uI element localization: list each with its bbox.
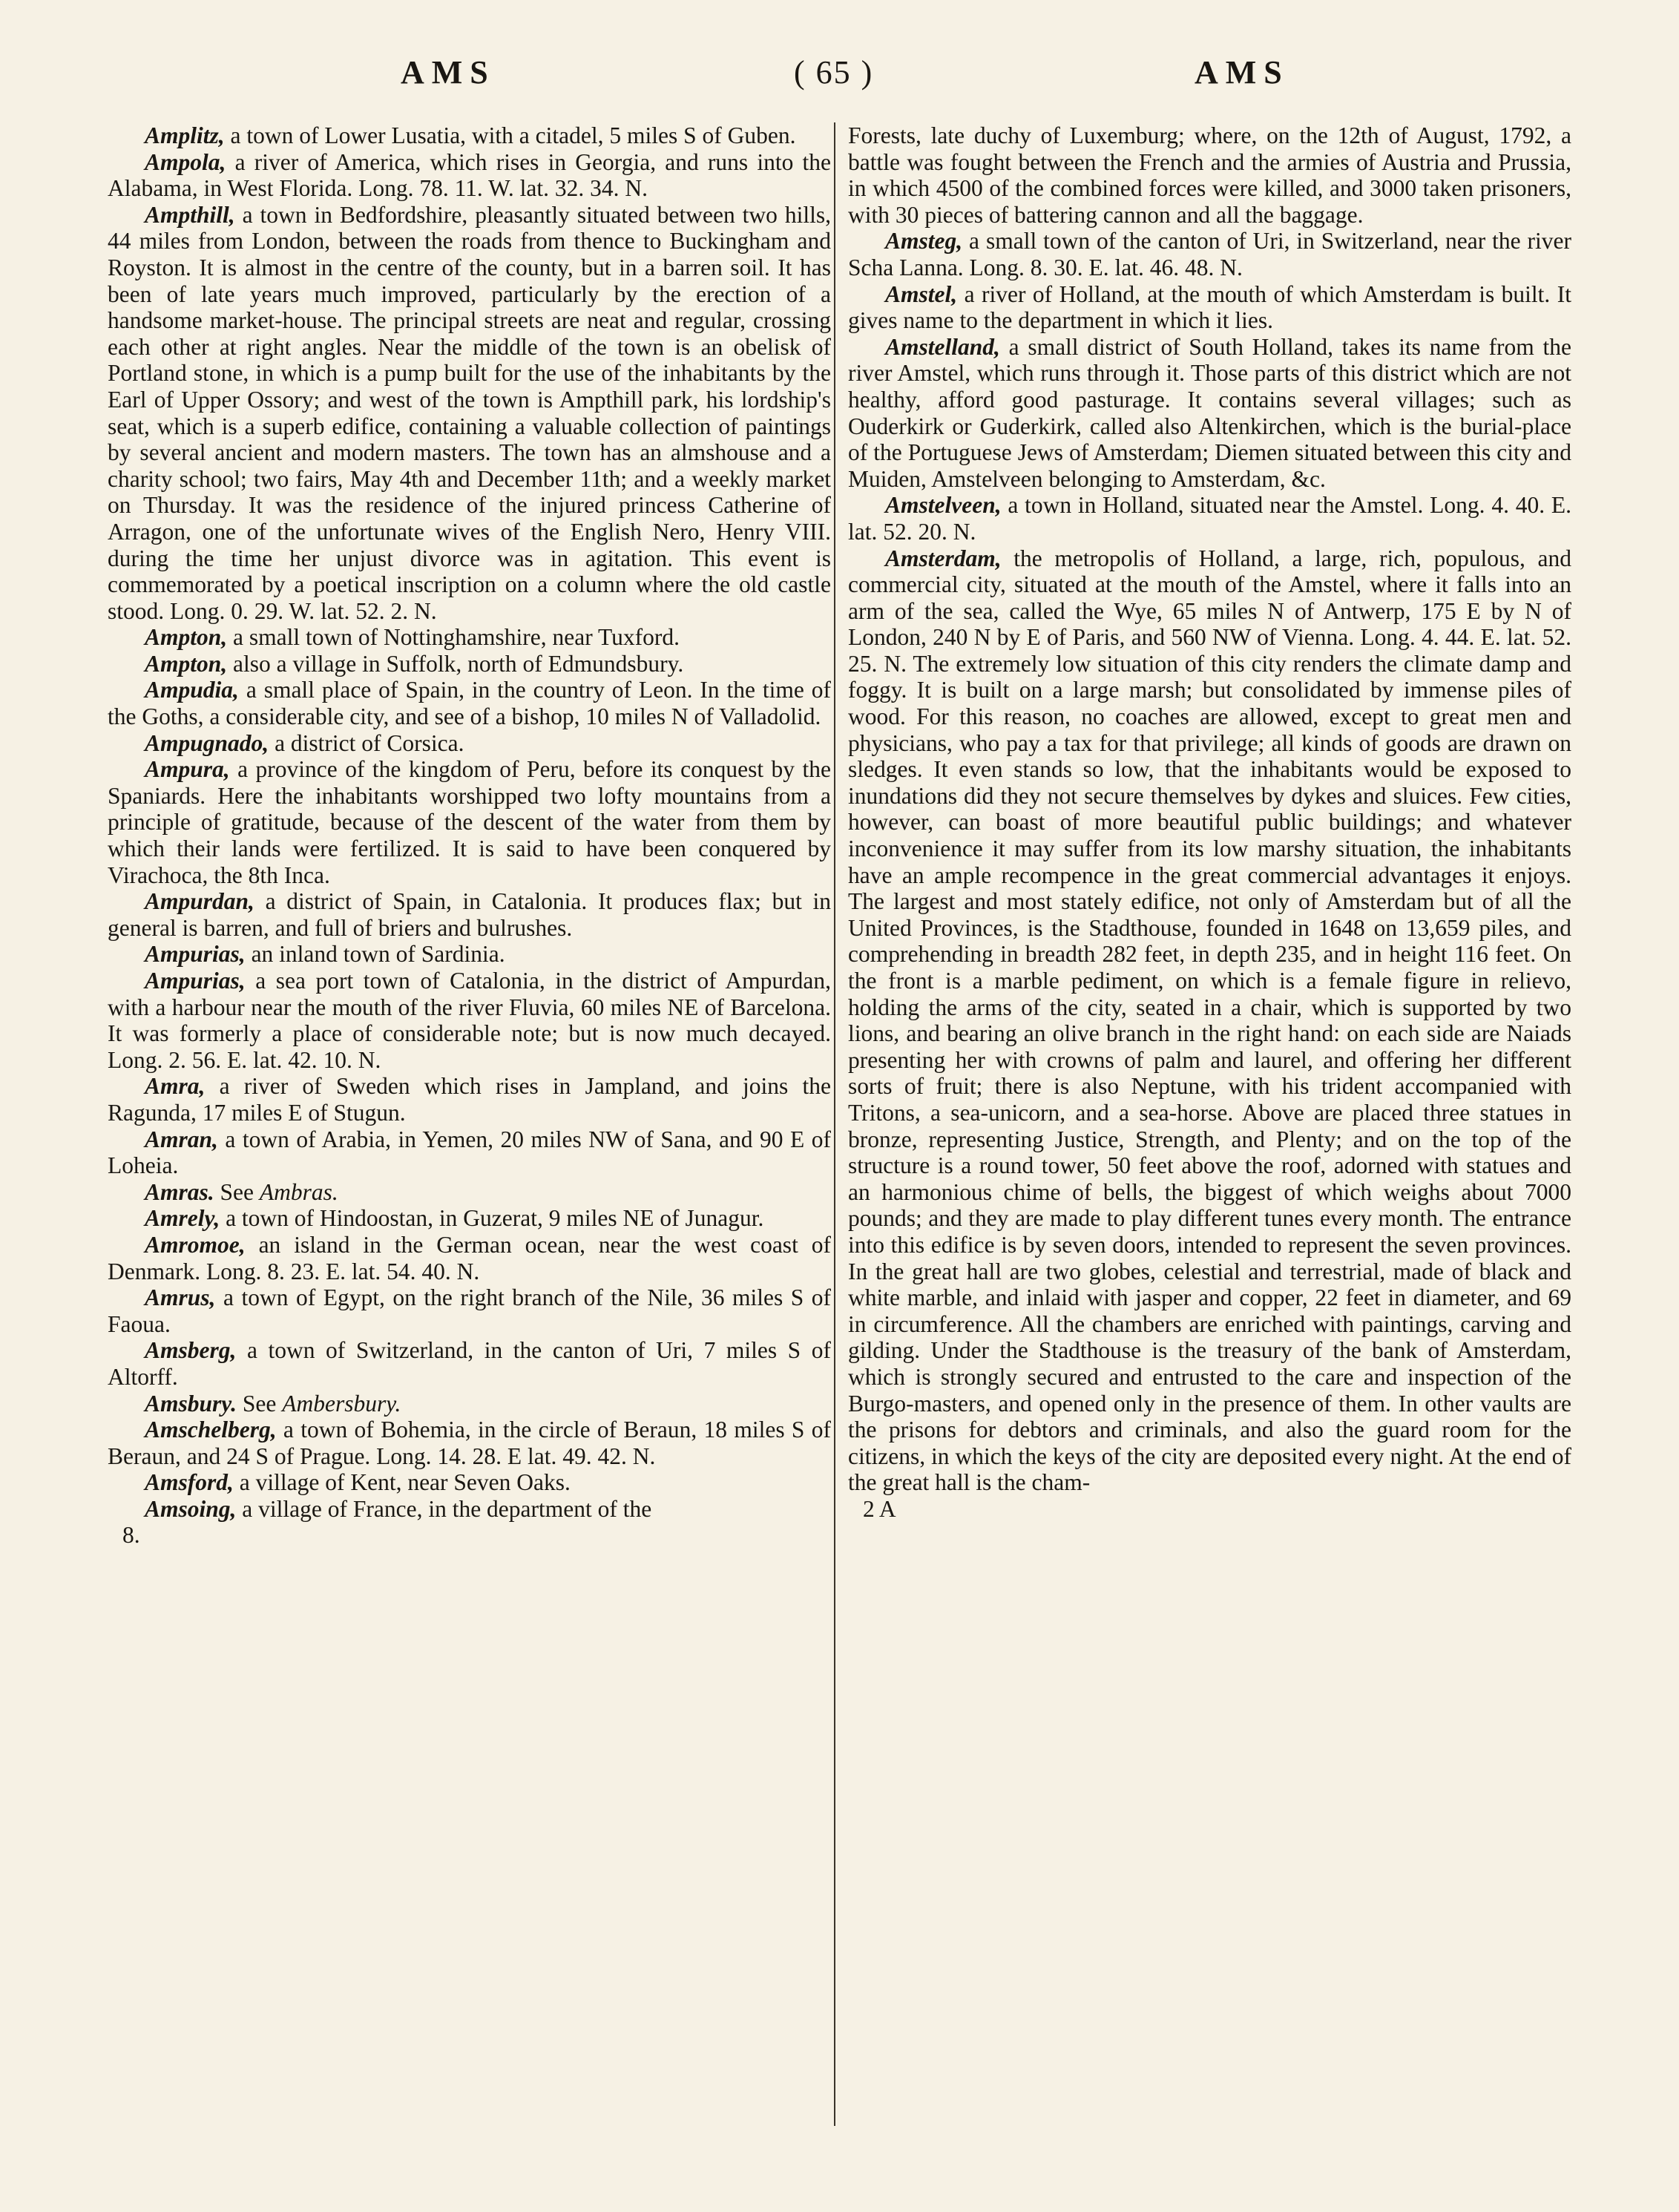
gazetteer-entry [108, 1417, 831, 1469]
left-column [108, 122, 831, 1549]
gazetteer-entry [108, 1232, 831, 1284]
gazetteer-entry [108, 651, 831, 677]
entry-text: a town of Lower Lusatia, with a citadel, 5 miles S of Guben. [224, 122, 796, 148]
gazetteer-entry [108, 1205, 831, 1232]
entry-text: a village of Kent, near Seven Oaks. [233, 1469, 571, 1496]
gazetteer-entry [108, 1337, 831, 1390]
entry-headword: Amsbury. [145, 1390, 237, 1417]
entry-text: the metropolis of Holland, a large, rich, populous, and commercial city, situated at the mouth of the Amstel, where it falls into an arm of the sea, called the Wye, 65 miles N of Antwerp, 175 E by N of London, 240 N by E of Paris, and 560 NW of Vienna. Long. 4. 44. E. lat. 52. 25. N. The extremely low situation of this city renders the climate damp and foggy. It is built on a large marsh; but consolidated by immense piles of wood. For this reason, no coaches are allowed, except to great men and physicians, who pay a tax for that privilege; all kinds of goods are drawn on sledges. It even stands so low, that the inhabitants would be exposed to inundations did they not secure themselves by dykes and sluices. Few cities, however, can boast of more beautiful public buildings; and whatever inconvenience it may suffer from its low marshy situation, the inhabitants have an ample recompence in the great commercial advantages it enjoys. The largest and most stately edifice, not only of Amsterdam but of all the United Provinces, is the Stadthouse, founded in 1648 on 13,659 piles, and comprehending in breadth 282 feet, in depth 235, and in height 116 feet. On the front is a marble pediment, on which is a female figure in relievo, holding the arms of the city, seated in a chair, which is supported by two lions, and bearing an olive branch in the right hand: on each side are Naiads presenting her with crowns of palm and laurel, and offering her different sorts of fruit; there is also Neptune, with his trident accompanied with Tritons, a sea-unicorn, and a sea-horse. Above are placed three statues in bronze, representing Justice, Strength, and Plenty; and on the top of the structure is a round tower, 50 feet above the roof, adorned with statues and an harmonious chime of bells, the biggest of which weighs about 7000 pounds; and they are made to play different tunes every month. The entrance into this edifice is by seven doors, intended to represent the seven provinces. In the great hall are two globes, celestial and terrestrial, made of black and white marble, and inlaid with jasper and copper, 22 feet in diameter, and 69 in circumference. All the chambers are enriched with paintings, carving and gilding. Under the Stadthouse is the treasury of the bank of Amsterdam, which is strongly secured and entrusted to the care and inspection of the Burgo-masters, and opened only in the presence of them. In other vaults are the prisons for debtors and criminals, and also the guard room for the citizens, in which the keys of the city are deposited every night. At the end of the great hall is the cham- [848, 545, 1571, 1496]
entry-headword: Amsberg, [145, 1337, 237, 1364]
entry-headword: Amsteg, [885, 228, 963, 255]
entry-headword: Amplitz, [145, 122, 225, 148]
entry-text: an inland town of Sardinia. [245, 941, 505, 968]
gazetteer-entry [108, 888, 831, 941]
gazetteer-entry [848, 545, 1571, 1496]
entry-text: a sea port town of Catalonia, in the district of Ampurdan, with a harbour near the mouth of the river Fluvia, 60 miles NE of Barcelona. It was formerly a place of considerable note; but is now much decayed. Long. 2. 56. E. lat. 42. 10. N. [108, 968, 831, 1073]
entry-text: a town of Arabia, in Yemen, 20 miles NW of Sana, and 90 E of Loheia. [108, 1126, 831, 1179]
entry-text: a small town of the canton of Uri, in Switzerland, near the river Scha Lanna. Long. 8. 30. E. lat. 46. 48. N. [848, 228, 1571, 280]
entry-text: a river of America, which rises in Georgia, and runs into the Alabama, in West Florida. Long. 78. 11. W. lat. 32. 34. N. [108, 148, 831, 202]
gazetteer-entry [848, 492, 1571, 545]
page-number: ( 65 ) [794, 54, 874, 91]
entry-text: a district of Spain, in Catalonia. It produces flax; but in general is barren, and full of briers and bulrushes. [108, 888, 831, 941]
entry-text: a district of Corsica. [269, 729, 464, 756]
entry-text: a town of Egypt, on the right branch of the Nile, 36 miles S of Faoua. [108, 1284, 831, 1337]
entry-headword: Amsterdam, [885, 545, 1002, 571]
gazetteer-entry [108, 202, 831, 625]
gazetteer-entry [108, 941, 831, 968]
entry-text: also a village in Suffolk, north of Edmundsbury. [227, 650, 684, 677]
gazetteer-entry [848, 281, 1571, 334]
entry-text: a town of Switzerland, in the canton of Uri, 7 miles S of Altorff. [108, 1337, 831, 1390]
entry-headword: Amra, [145, 1073, 206, 1100]
right-column [848, 122, 1571, 1522]
entry-headword: Ampthill, [145, 201, 235, 228]
signature-mark: 2 A [863, 1495, 896, 1522]
entry-text: a province of the kingdom of Peru, before its conquest by the Spaniards. Here the inhabitants worshipped two lofty mountains from a principle of gratitude, because of the descent of the water from them by which their lands were fertilized. It is said to have been conquered by Virachoca, the 8th Inca. [108, 756, 831, 888]
gazetteer-entry [848, 334, 1571, 493]
gazetteer-entry [848, 122, 1571, 228]
gazetteer-entry [108, 968, 831, 1073]
gazetteer-entry [108, 122, 831, 149]
gazetteer-entry [108, 1073, 831, 1126]
entry-headword: Amrely, [145, 1205, 220, 1232]
signature-mark: 8. [122, 1522, 140, 1549]
cross-reference: Ambersbury. [282, 1390, 401, 1417]
gazetteer-entry [108, 1126, 831, 1179]
entry-text: See [214, 1178, 260, 1205]
gazetteer-entry [848, 228, 1571, 280]
entry-headword: Amras. [145, 1178, 214, 1205]
entry-text: a small town of Nottinghamshire, near Tuxford. [227, 624, 680, 651]
gazetteer-entry [108, 149, 831, 202]
entry-text: a small place of Spain, in the country of Leon. In the time of the Goths, a considerable city, and see of a bishop, 10 miles N of Valladolid. [108, 677, 831, 730]
entry-text: a river of Holland, at the mouth of which Amsterdam is built. It gives name to the department in which it lies. [848, 280, 1571, 334]
entry-headword: Ampton, [145, 624, 228, 651]
entry-headword: Ampurias, [145, 941, 246, 968]
entry-headword: Amschelberg, [145, 1417, 277, 1443]
gazetteer-entry [108, 677, 831, 729]
cross-reference: Ambras. [259, 1178, 338, 1205]
gazetteer-entry [108, 1496, 831, 1523]
running-head-right: AMS [1195, 54, 1289, 91]
gazetteer-entry [108, 1179, 831, 1206]
gazetteer-entry [108, 756, 831, 888]
entry-text: an island in the German ocean, near the west coast of Denmark. Long. 8. 23. E. lat. 54. 40. N. [108, 1231, 831, 1284]
entry-headword: Amstelveen, [885, 492, 1002, 519]
entry-headword: Amromoe, [145, 1231, 246, 1258]
entry-headword: Ampurias, [145, 968, 246, 994]
running-head-left: AMS [401, 54, 496, 91]
entry-text: See [237, 1390, 283, 1417]
entry-text: Forests, late duchy of Luxemburg; where, on the 12th of August, 1792, a battle was fought between the French and the armies of Austria and Prussia, in which 4500 of the combined forces were killed, and 3000 taken prisoners, with 30 pieces of battering cannon and all the baggage. [848, 122, 1571, 228]
entry-headword: Amsoing, [145, 1495, 237, 1522]
entry-text: a town in Bedfordshire, pleasantly situated between two hills, 44 miles from London, between the roads from thence to Buckingham and Royston. It is almost in the centre of the county, but in a barren soil. It has been of late years much improved, particularly by the erection of a handsome market-house. The principal streets are neat and regular, crossing each other at right angles. Near the middle of the town is an obelisk of Portland stone, in which is a pump built for the use of the inhabitants by the Earl of Upper Ossory; and west of the town is Ampthill park, his lordship's seat, which is a superb edifice, containing a valuable collection of paintings by several ancient and modern masters. The town has an almshouse and a charity school; two fairs, May 4th and December 11th; and a weekly market on Thursday. It was the residence of the injured princess Catherine of Arragon, one of the unfortunate wives of the English Nero, Henry VIII. during the time her unjust divorce was in agitation. This event is commemorated by a poetical inscription on a column where the old castle stood. Long. 0. 29. W. lat. 52. 2. N. [108, 201, 831, 624]
entry-headword: Ampugnado, [145, 729, 269, 756]
gazetteer-entry [108, 1469, 831, 1496]
entry-headword: Ampurdan, [145, 888, 254, 915]
entry-text: a town in Holland, situated near the Amstel. Long. 4. 40. E. lat. 52. 20. N. [848, 492, 1571, 545]
entry-headword: Ampola, [145, 148, 226, 175]
entry-headword: Amstelland, [885, 333, 1000, 360]
entry-text: a river of Sweden which rises in Jampland, and joins the Ragunda, 17 miles E of Stugun. [108, 1073, 831, 1126]
gazetteer-entry [108, 730, 831, 757]
entry-headword: Ampton, [145, 650, 228, 677]
entry-text: a town of Bohemia, in the circle of Beraun, 18 miles S of Beraun, and 24 S of Prague. Long. 14. 28. E lat. 49. 42. N. [108, 1417, 831, 1469]
gazetteer-entry [108, 1391, 831, 1417]
entry-headword: Ampura, [145, 756, 230, 783]
entry-headword: Ampudia, [145, 677, 239, 703]
entry-text: a village of France, in the department of the [236, 1495, 652, 1522]
entry-text: a town of Hindoostan, in Guzerat, 9 miles NE of Junagur. [220, 1205, 764, 1232]
entry-headword: Amran, [145, 1126, 218, 1152]
column-rule [834, 122, 835, 2126]
entry-headword: Amrus, [145, 1284, 216, 1311]
gazetteer-entry [108, 1284, 831, 1337]
entry-headword: Amsford, [145, 1469, 234, 1496]
gazetteer-entry [108, 624, 831, 651]
entry-headword: Amstel, [885, 280, 958, 307]
entry-text: a small district of South Holland, takes its name from the river Amstel, which runs through it. Those parts of this district which are not healthy, afford good pasturage. It contains several villages; such as Ouderkirk or Guderkirk, called also Altenkirchen, which is the burial-place of the Portuguese Jews of Amsterdam; Diemen situated between this city and Muiden, Amstelveen belonging to Amsterdam, &c. [848, 333, 1571, 492]
